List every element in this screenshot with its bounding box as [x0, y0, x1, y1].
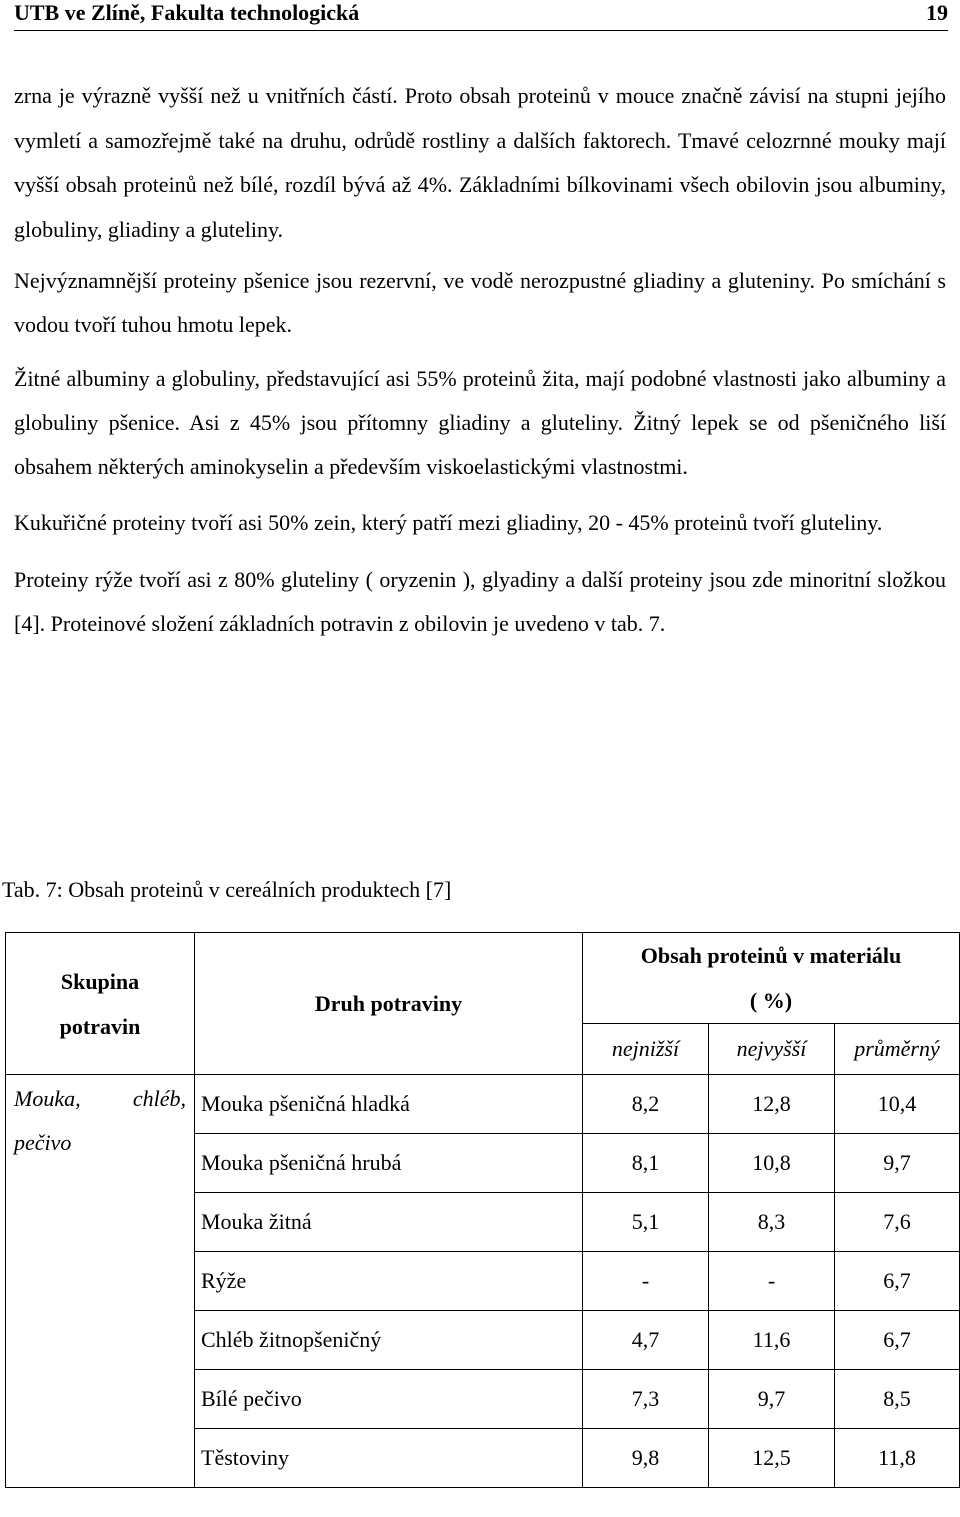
- protein-table: [5, 932, 960, 1488]
- row-name: Rýže: [195, 1252, 583, 1311]
- group-cell: [6, 1075, 195, 1488]
- row-name: Chléb žitnopšeničný: [195, 1311, 583, 1370]
- header-group: [6, 933, 195, 1075]
- page-number: 19: [926, 0, 948, 25]
- row-max: 9,7: [709, 1370, 835, 1429]
- row-avg: 8,5: [835, 1370, 960, 1429]
- header-max: nejvyšší: [709, 1024, 835, 1075]
- group-line2: pečivo: [14, 1130, 72, 1155]
- row-name: Mouka pšeničná hrubá: [195, 1134, 583, 1193]
- paragraph: zrna je výrazně vyšší než u vnitřních částí. Proto obsah proteinů v mouce značně závisí na stupni jejího vymletí a samozřejmě také na druhu, odrůdě rostliny a dalších faktorech. Tmavé celozrnné mouky mají vyšší obsah proteinů než bílé, rozdíl bývá až 4%. Základními bílkovinami všech obilovin jsou albuminy, globuliny, gliadiny a gluteliny.: [14, 83, 946, 243]
- row-avg: 7,6: [835, 1193, 960, 1252]
- row-min: -: [583, 1252, 709, 1311]
- header-content-line2: ( %): [749, 988, 793, 1013]
- page-header: [14, 0, 948, 31]
- header-title: UTB ve Zlíně, Fakulta technologická: [14, 0, 360, 25]
- header-group-line2: potravin: [59, 1013, 141, 1039]
- paragraph: Žitné albuminy a globuliny, představující asi 55% proteinů žita, mají podobné vlastnosti jako albuminy a globuliny pšenice. Asi z 45% jsou přítomny gliadiny a gluteliny. Žitný lepek se od pšeničného liší obsahem některých aminokyselin a především viskoelastickými vlastnostmi.: [14, 365, 946, 479]
- row-max: 8,3: [709, 1193, 835, 1252]
- row-min: 9,8: [583, 1429, 709, 1488]
- row-avg: 10,4: [835, 1075, 960, 1134]
- table-row: [6, 1075, 960, 1134]
- row-name: Mouka žitná: [195, 1193, 583, 1252]
- row-min: 7,3: [583, 1370, 709, 1429]
- header-content: [583, 933, 960, 1024]
- header-kind: Druh potraviny: [195, 933, 583, 1075]
- row-max: 12,5: [709, 1429, 835, 1488]
- row-min: 8,1: [583, 1134, 709, 1193]
- row-min: 5,1: [583, 1193, 709, 1252]
- header-content-line1: Obsah proteinů v materiálu: [640, 943, 902, 968]
- row-avg: 11,8: [835, 1429, 960, 1488]
- row-name: Mouka pšeničná hladká: [195, 1075, 583, 1134]
- row-min: 8,2: [583, 1075, 709, 1134]
- row-max: 12,8: [709, 1075, 835, 1134]
- body-text: [14, 74, 946, 646]
- paragraph: Nejvýznamnější proteiny pšenice jsou rezervní, ve vodě nerozpustné gliadiny a gluteniny. Po smíchání s vodou tvoří tuhou hmotu lepek.: [14, 267, 946, 337]
- header-group-line1: Skupina: [60, 968, 140, 994]
- group-line1-b: chléb,: [132, 1086, 186, 1111]
- row-avg: 6,7: [835, 1252, 960, 1311]
- paragraph: Proteiny rýže tvoří asi z 80% gluteliny ( oryzenin ), glyadiny a další proteiny jsou zde minoritní složkou [4]. Proteinové složení základních potravin z obilovin je uvedeno v tab. 7.: [14, 566, 946, 636]
- row-max: 10,8: [709, 1134, 835, 1193]
- row-max: -: [709, 1252, 835, 1311]
- paragraph: Kukuřičné proteiny tvoří asi 50% zein, který patří mezi gliadiny, 20 - 45% proteinů tvoří gluteliny.: [14, 509, 883, 535]
- row-max: 11,6: [709, 1311, 835, 1370]
- row-avg: 9,7: [835, 1134, 960, 1193]
- row-min: 4,7: [583, 1311, 709, 1370]
- header-avg: průměrný: [835, 1024, 960, 1075]
- header-min: nejnižší: [583, 1024, 709, 1075]
- row-avg: 6,7: [835, 1311, 960, 1370]
- row-name: Těstoviny: [195, 1429, 583, 1488]
- row-name: Bílé pečivo: [195, 1370, 583, 1429]
- table-caption: Tab. 7: Obsah proteinů v cereálních produktech [7]: [2, 877, 452, 902]
- group-line1-a: Mouka,: [14, 1086, 81, 1111]
